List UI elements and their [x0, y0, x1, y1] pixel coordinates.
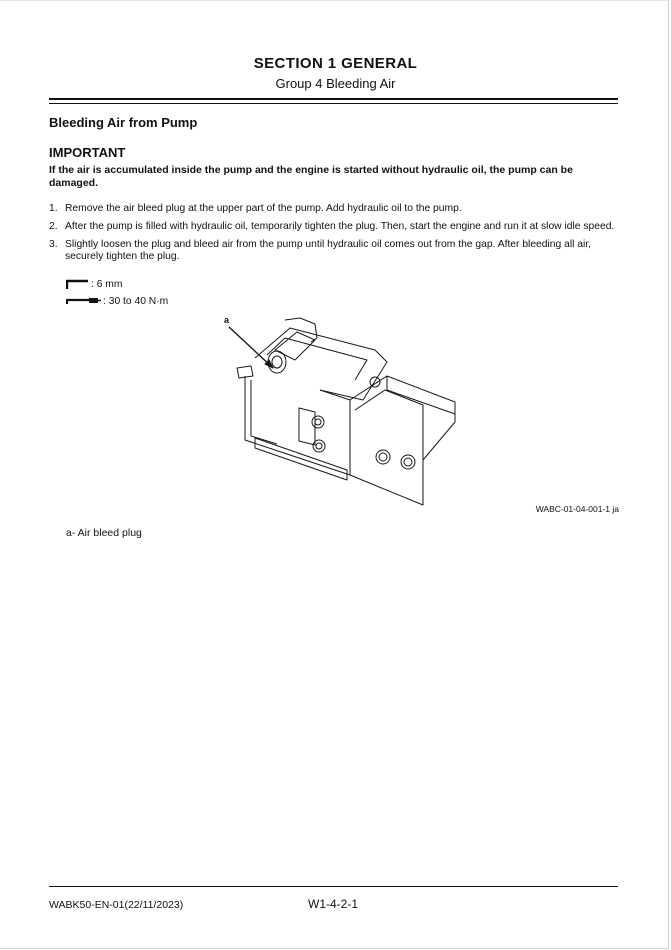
torque-value: : 30 to 40 N·m — [103, 295, 169, 307]
hex-wrench-icon — [66, 278, 90, 290]
document-id: WABK50-EN-01(22/11/2023) — [49, 899, 184, 911]
step-number: 1. — [49, 203, 58, 214]
valve-port-1-inner — [379, 453, 387, 461]
callout-leader — [229, 327, 273, 368]
port-upper-inner — [315, 419, 321, 425]
important-label: IMPORTANT — [49, 145, 126, 160]
valve-block-face — [355, 390, 423, 460]
pump-front-edge — [251, 380, 277, 444]
pump-front-face — [245, 376, 350, 475]
step-text: Remove the air bleed plug at the upper part of the pump. Add hydraulic oil to the pump. — [65, 203, 462, 214]
step-item — [49, 221, 619, 233]
torque-wrench-icon — [66, 295, 102, 307]
torque-spec — [66, 295, 168, 307]
footer-rule — [49, 886, 618, 887]
valve-port-2-inner — [404, 458, 412, 466]
port-upper — [312, 416, 324, 428]
figure-id: WABC-01-04-001-1 ja — [535, 504, 619, 514]
procedure-steps — [49, 203, 619, 269]
figure-legend: a- Air bleed plug — [66, 527, 142, 539]
wrench-size-spec — [66, 278, 122, 290]
header-rule-thin — [49, 103, 618, 104]
step-text: After the pump is filled with hydraulic oil, temporarily tighten the plug. Then, start the engine and run it at slow idle speed. — [65, 221, 615, 232]
air-bleed-plug — [268, 351, 286, 373]
procedure-heading: Bleeding Air from Pump — [49, 115, 198, 130]
wrench-size-value: : 6 mm — [91, 278, 123, 290]
step-text: Slightly loosen the plug and bleed air from the pump until hydraulic oil comes out from the gap. After bleeding all air, securely tighten the plug. — [65, 239, 592, 262]
front-rect-port — [299, 408, 315, 445]
air-bleed-plug-inner — [272, 356, 282, 368]
group-title: Group 4 Bleeding Air — [275, 76, 396, 91]
callout-letter: a — [224, 315, 230, 325]
valve-port-1 — [376, 450, 390, 464]
step-number: 2. — [49, 221, 58, 232]
pump-illustration — [215, 310, 465, 510]
page-number: W1-4-2-1 — [308, 897, 359, 911]
port-lower-inner — [316, 443, 322, 449]
valve-port-2 — [401, 455, 415, 469]
pump-figure — [215, 310, 465, 510]
header-rule-thick — [49, 98, 618, 100]
warning-text: If the air is accumulated inside the pump and the engine is started without hydraulic oil, the pump can be damaged. — [49, 164, 573, 189]
step-number: 3. — [49, 239, 58, 250]
section-title: SECTION 1 GENERAL — [253, 55, 418, 72]
port-lower — [313, 440, 325, 452]
step-item — [49, 203, 619, 215]
step-item — [49, 239, 619, 263]
